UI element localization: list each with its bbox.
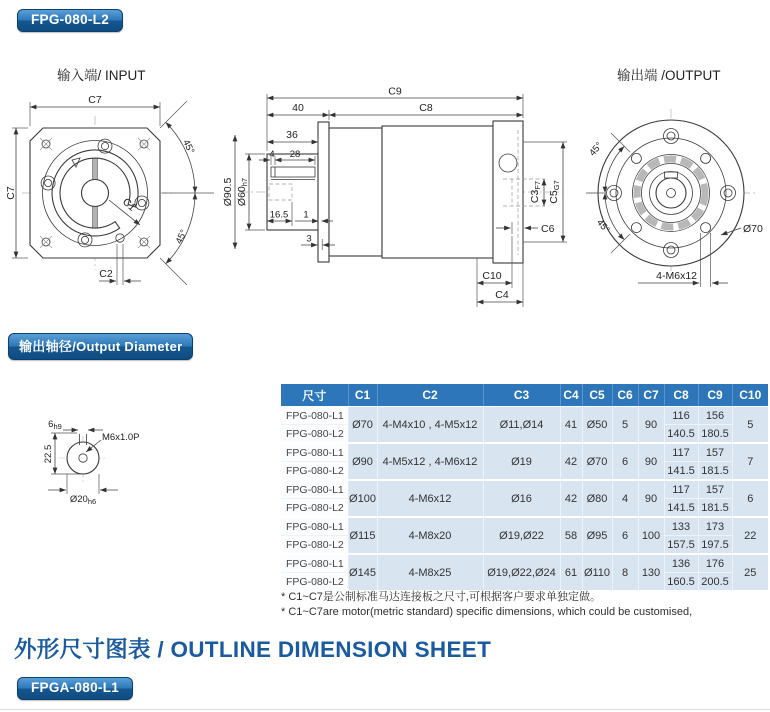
table-header-row — [281, 384, 768, 407]
cell-c9: 157 — [698, 443, 732, 462]
cell-model: FPG-080-L1 — [281, 443, 348, 462]
dimension-table — [281, 384, 768, 590]
cell-c2: 4-M8x25 — [377, 554, 483, 590]
input-bore — [82, 180, 109, 207]
col-size: 尺寸 — [281, 384, 348, 407]
cell-c6: 6 — [612, 517, 638, 554]
dim-c2: C2 — [99, 268, 113, 280]
output-view-label: 输出端 /OUTPUT — [617, 68, 721, 83]
cell-c4: 41 — [560, 407, 582, 444]
cell-model: FPG-080-L2 — [281, 425, 348, 444]
cell-c10: 6 — [732, 480, 768, 517]
dim-c8: C8 — [419, 102, 433, 114]
dim-shaft-dia: $Ø20_{h6}$ — [69, 494, 97, 506]
cell-c6: 6 — [612, 443, 638, 480]
cell-c1: Ø70 — [348, 407, 377, 444]
cell-model: FPG-080-L2 — [281, 573, 348, 591]
cell-c1: Ø115 — [348, 517, 377, 554]
dim-dia60h7: Ø60h7 — [236, 177, 249, 207]
col-c6: C6 — [612, 384, 638, 407]
cell-c9: 181.5 — [698, 462, 732, 481]
cell-c10: 5 — [732, 407, 768, 444]
side-view-drawing — [222, 80, 570, 315]
shaft-circle — [656, 178, 686, 208]
cell-c6: 5 — [612, 407, 638, 444]
dim-c7-top: C7 — [88, 94, 102, 106]
cell-c3: Ø19 — [483, 443, 560, 480]
dim-c6: C6 — [541, 223, 555, 235]
cell-model: FPG-080-L1 — [281, 480, 348, 499]
cell-c9: 176 — [698, 554, 732, 573]
input-flange-plate — [318, 122, 329, 262]
cell-model: FPG-080-L2 — [281, 536, 348, 555]
cell-c8: 116 — [664, 407, 698, 425]
cell-c8: 141.5 — [664, 462, 698, 481]
dim-c1: C1 — [119, 195, 139, 214]
gearbox-body-front — [329, 128, 382, 256]
dim-thread: M6x1.0P — [102, 432, 140, 443]
input-view-drawing — [5, 88, 225, 323]
model-badge-bottom: FPGA-080-L1 — [17, 677, 133, 700]
cell-c3: Ø19,Ø22 — [483, 517, 560, 554]
cell-c9: 180.5 — [698, 425, 732, 444]
cell-c4: 61 — [560, 554, 582, 590]
cell-c8: 136 — [664, 554, 698, 573]
cell-c1: Ø145 — [348, 554, 377, 590]
output-flange-plate — [493, 121, 523, 263]
cell-c3: Ø16 — [483, 480, 560, 517]
cell-c10: 22 — [732, 517, 768, 554]
footnote-cn: * C1~C7是公制标准马达连接板之尺寸,可根据客户要求单独定做。 — [281, 591, 601, 603]
dim-165: 16.5 — [269, 209, 289, 221]
cell-c7: 100 — [638, 517, 664, 554]
col-c9: C9 — [698, 384, 732, 407]
cell-c7: 90 — [638, 443, 664, 480]
dim-4: 4 — [269, 149, 275, 160]
cell-c8: 133 — [664, 517, 698, 536]
col-c10: C10 — [732, 384, 768, 407]
cell-model: FPG-080-L1 — [281, 554, 348, 573]
dim-c5g7: C5G7 — [548, 180, 561, 204]
cell-model: FPG-080-L2 — [281, 462, 348, 481]
cell-model: FPG-080-L1 — [281, 407, 348, 425]
col-c3: C3 — [483, 384, 560, 407]
cell-c8: 157.5 — [664, 536, 698, 555]
footnote-en: * C1~C7are motor(metric standard) specific dimensions, which could be customised, — [281, 606, 693, 618]
dim-c9: C9 — [388, 85, 402, 98]
dim-1: 1 — [303, 209, 309, 221]
cell-c4: 42 — [560, 443, 582, 480]
cell-c9: 200.5 — [698, 573, 732, 591]
cell-c4: 42 — [560, 480, 582, 517]
shaft-section-drawing — [15, 400, 165, 530]
cell-c8: 141.5 — [664, 499, 698, 518]
table-row — [281, 480, 768, 499]
col-c8: C8 — [664, 384, 698, 407]
cell-c8: 117 — [664, 443, 698, 462]
cell-c10: 7 — [732, 443, 768, 480]
table-row — [281, 443, 768, 462]
shaft-circle — [67, 442, 99, 474]
dim-angle-upper: 45° — [180, 138, 197, 156]
cell-model: FPG-080-L2 — [281, 499, 348, 518]
table-row — [281, 407, 768, 425]
page-title: 外形尺寸图表 / OUTLINE DIMENSION SHEET — [14, 637, 492, 662]
cell-c8: 160.5 — [664, 573, 698, 591]
cell-c5: Ø70 — [582, 443, 612, 480]
output-diameter-badge: 输出轴径/Output Diameter — [8, 333, 193, 360]
cell-c3: Ø11,Ø14 — [483, 407, 560, 444]
cell-c6: 8 — [612, 554, 638, 590]
model-badge-top: FPG-080-L2 — [17, 9, 123, 32]
cell-c7: 90 — [638, 407, 664, 444]
table-row — [281, 554, 768, 573]
col-c2: C2 — [377, 384, 483, 407]
dim-bolt-spec: 4-M6x12 — [656, 270, 697, 282]
gearbox-body-rear — [382, 126, 493, 258]
dim-40: 40 — [292, 102, 304, 114]
cell-c2: 4-M6x12 — [377, 480, 483, 517]
cell-c2: 4-M8x20 — [377, 517, 483, 554]
cell-c7: 130 — [638, 554, 664, 590]
footnotes — [281, 590, 768, 620]
dim-c4: C4 — [495, 289, 509, 301]
dim-angle-lower: 45° — [594, 217, 612, 236]
col-c7: C7 — [638, 384, 664, 407]
dim-c7-left: C7 — [5, 186, 17, 200]
cell-c7: 90 — [638, 480, 664, 517]
dim-3: 3 — [306, 233, 312, 245]
dim-c3f7: C3F7 — [529, 180, 542, 204]
cell-c9: 181.5 — [698, 499, 732, 518]
cell-c1: Ø100 — [348, 480, 377, 517]
dim-c10: C10 — [482, 270, 502, 282]
cell-c2: 4-M4x10 , 4-M5x12 — [377, 407, 483, 444]
cell-model: FPG-080-L1 — [281, 517, 348, 536]
cell-c8: 140.5 — [664, 425, 698, 444]
cell-c5: Ø95 — [582, 517, 612, 554]
dim-36: 36 — [286, 129, 298, 141]
input-view-label: 输入端/ INPUT — [57, 68, 146, 83]
output-view-drawing — [578, 105, 768, 305]
dim-dia70: Ø70 — [743, 223, 763, 235]
cell-c9: 173 — [698, 517, 732, 536]
cell-c9: 156 — [698, 407, 732, 425]
dim-angle-upper: 45° — [587, 140, 605, 159]
bottom-divider — [0, 709, 770, 710]
col-c1: C1 — [348, 384, 377, 407]
cell-c8: 117 — [664, 480, 698, 499]
dim-angle-lower: 45° — [173, 228, 190, 246]
dim-dia905: Ø90.5 — [222, 177, 234, 207]
cell-c2: 4-M5x12 , 4-M6x12 — [377, 443, 483, 480]
table-row — [281, 517, 768, 536]
dim-key-height: 22.5 — [43, 444, 54, 464]
cell-c9: 197.5 — [698, 536, 732, 555]
cell-c6: 4 — [612, 480, 638, 517]
cell-c1: Ø90 — [348, 443, 377, 480]
cell-c5: Ø80 — [582, 480, 612, 517]
cell-c9: 157 — [698, 480, 732, 499]
cell-c10: 25 — [732, 554, 768, 590]
cell-c5: Ø110 — [582, 554, 612, 590]
dim-key-width: $6_{h9}$ — [48, 419, 62, 431]
cell-c3: Ø19,Ø22,Ø24 — [483, 554, 560, 590]
col-c4: C4 — [560, 384, 582, 407]
cell-c5: Ø50 — [582, 407, 612, 444]
dim-28: 28 — [289, 149, 301, 160]
cell-c4: 58 — [560, 517, 582, 554]
col-c5: C5 — [582, 384, 612, 407]
